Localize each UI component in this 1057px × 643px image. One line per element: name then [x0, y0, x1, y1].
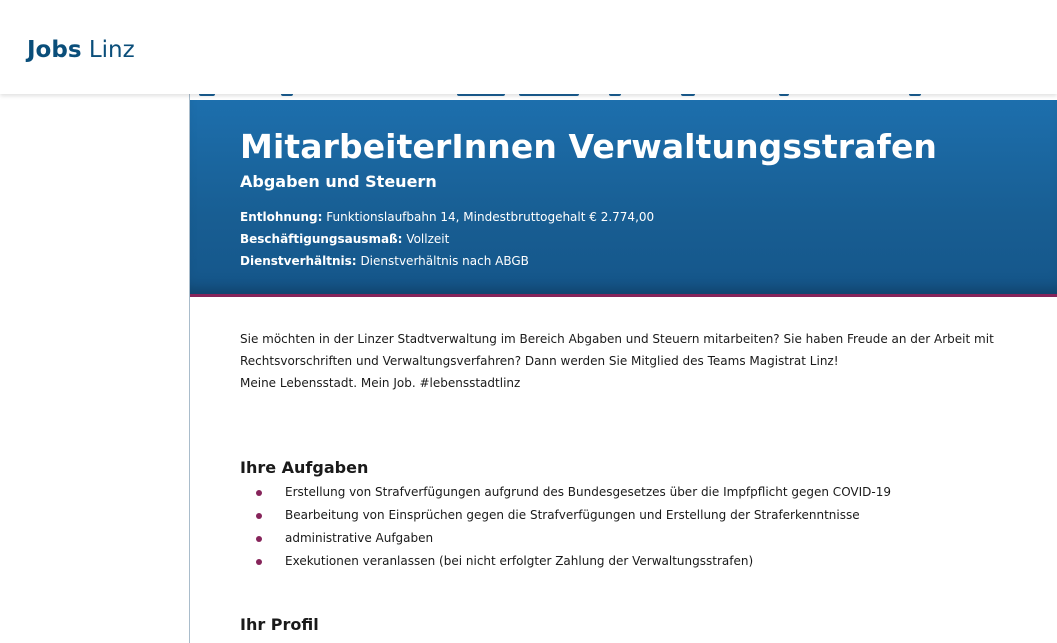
bullet-icon	[256, 513, 262, 519]
intro-line: Rechtsvorschriften und Verwaltungsverfahren? Dann werden Sie Mitglied des Teams Magistrat Linz!	[240, 354, 839, 368]
logo-linz: Linz	[88, 37, 135, 63]
intro-text	[240, 328, 1020, 394]
tasks-list	[256, 481, 891, 573]
list-item: administrative Aufgaben	[256, 527, 891, 550]
intro-slogan: Meine Lebensstadt. Mein Job. #lebensstadtlinz	[240, 376, 521, 390]
list-item: Exekutionen veranlassen (bei nicht erfolgter Zahlung der Verwaltungsstrafen)	[256, 550, 891, 573]
list-item: Bearbeitung von Einsprüchen gegen die Strafverfügungen und Erstellung der Straferkenntnisse	[256, 504, 891, 527]
bullet-icon	[256, 559, 262, 565]
job-hero-banner	[190, 100, 1057, 297]
list-item: Erstellung von Strafverfügungen aufgrund des Bundesgesetzes über die Impfpflicht gegen COVID-19	[256, 481, 891, 504]
intro-line: Sie möchten in der Linzer Stadtverwaltung im Bereich Abgaben und Steuern mitarbeiten? Sie haben Freude an der Arbeit mit	[240, 332, 994, 346]
job-description	[240, 328, 1020, 394]
fact-employment-extent: Beschäftigungsausmaß: Vollzeit	[240, 232, 450, 246]
logo[interactable]	[27, 37, 135, 63]
fact-employment-type: Dienstverhältnis: Dienstverhältnis nach ABGB	[240, 254, 529, 268]
fact-salary: Entlohnung: Funktionslaufbahn 14, Mindestbruttogehalt € 2.774,00	[240, 210, 655, 224]
job-department: Abgaben und Steuern	[240, 172, 437, 191]
tasks-heading: Ihre Aufgaben	[240, 458, 369, 477]
site-header	[0, 0, 1057, 94]
bullet-icon	[256, 536, 262, 542]
profile-heading: Ihr Profil	[240, 615, 319, 634]
logo-jobs: Jobs	[27, 37, 82, 63]
bullet-icon	[256, 490, 262, 496]
job-facts	[240, 206, 654, 272]
job-title: MitarbeiterInnen Verwaltungsstrafen	[240, 127, 938, 166]
